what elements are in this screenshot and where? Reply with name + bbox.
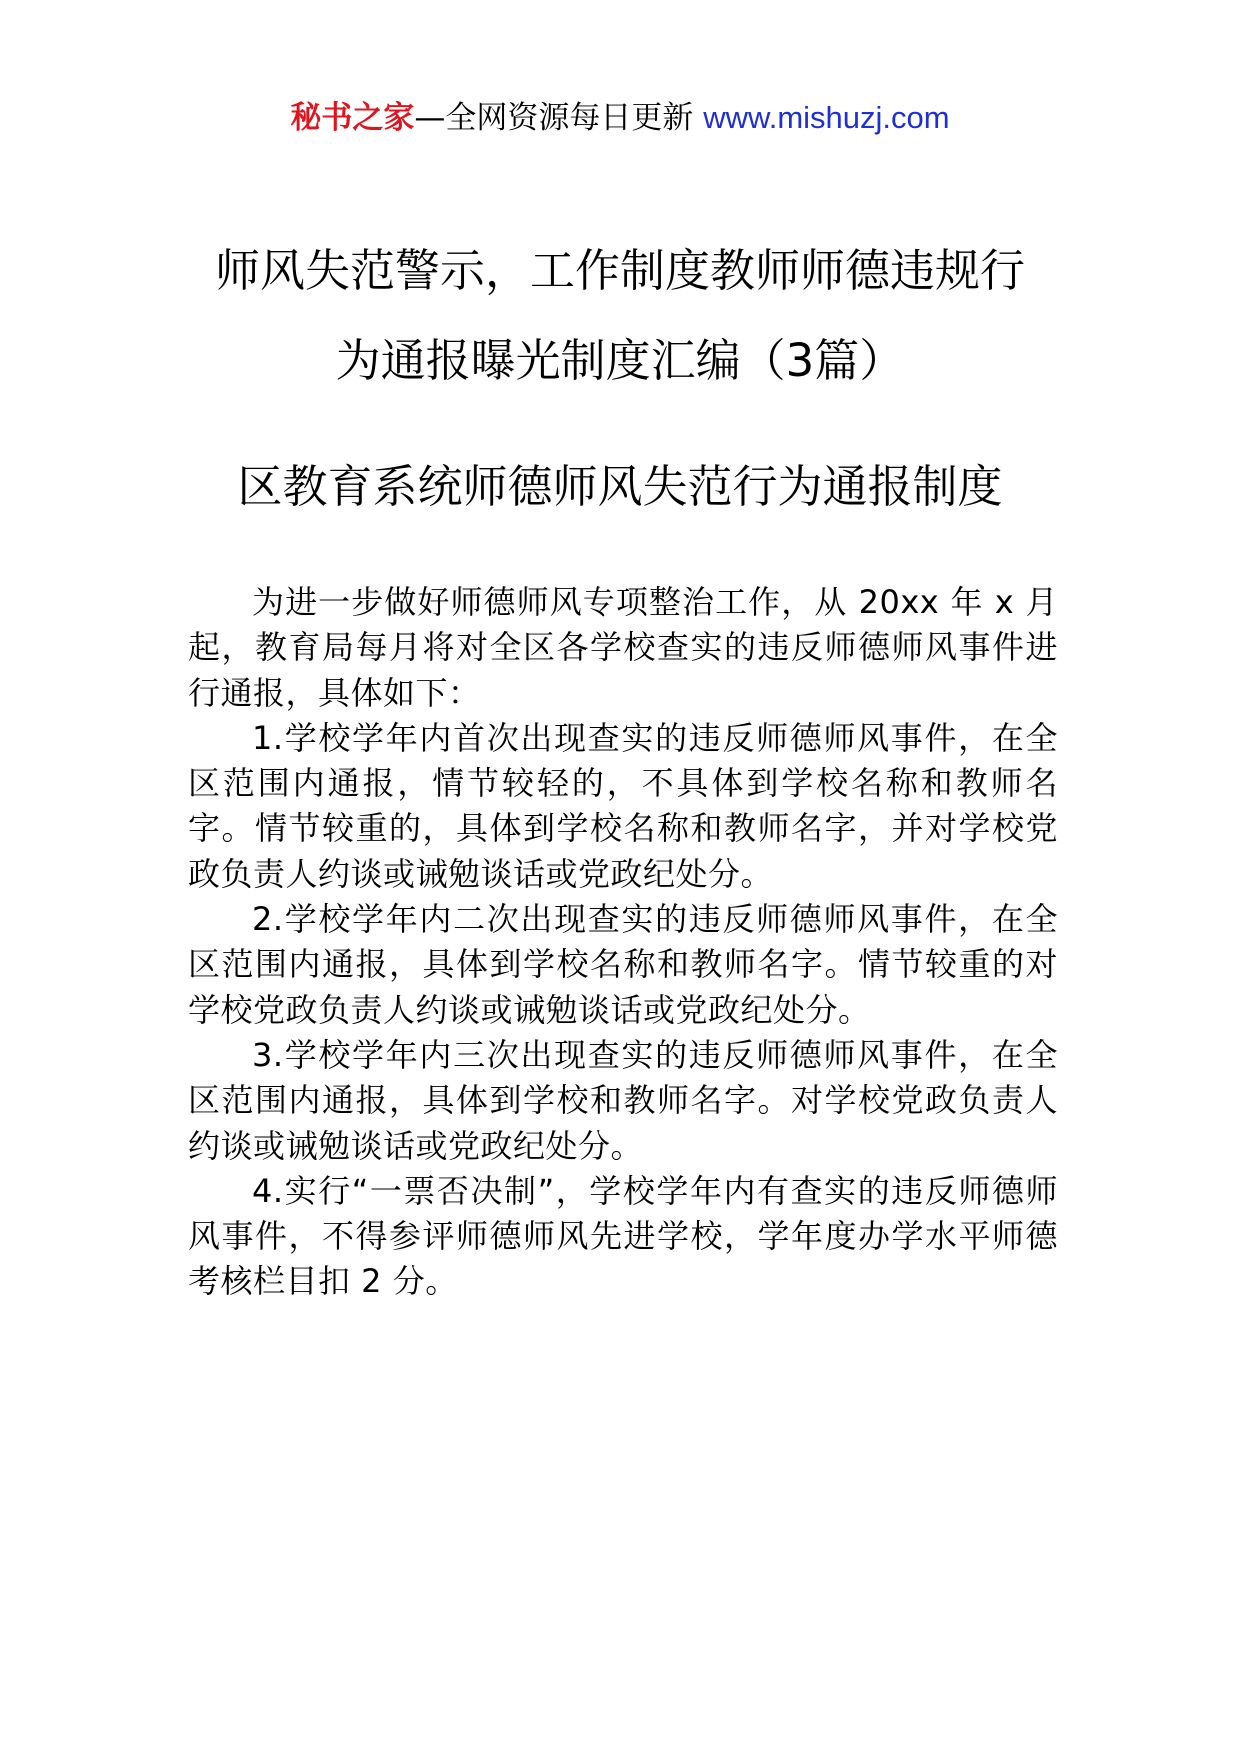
site-header	[0, 98, 1240, 138]
document-title-line-1: 师风失范警示，工作制度教师师德违规行	[214, 244, 1025, 297]
section-title: 区教育系统师德师风失范行为通报制度	[237, 460, 1003, 513]
document-title-line-2: 为通报曝光制度汇编（3篇）	[335, 334, 905, 387]
intro-paragraph: 为进一步做好师德师风专项整治工作，从 20xx 年 x 月起，教育局每月将对全区各学校查实的违反师德师风事件进行通报，具体如下：	[188, 583, 1058, 712]
header-slogan: —全网资源每日更新	[414, 100, 694, 136]
document-body	[188, 580, 1058, 1305]
rule-paragraph-2: 2.学校学年内二次出现查实的违反师德师风事件，在全区范围内通报，具体到学校名称和教师名字。情节较重的对学校党政负责人约谈或诫勉谈话或党政纪处分。	[188, 900, 1058, 1029]
brand-name: 秘书之家	[290, 100, 415, 136]
document-title	[150, 226, 1090, 406]
site-url-link[interactable]: www.mishuzj.com	[703, 100, 950, 135]
rule-paragraph-3: 3.学校学年内三次出现查实的违反师德师风事件，在全区范围内通报，具体到学校和教师名字。对学校党政负责人约谈或诫勉谈话或党政纪处分。	[188, 1035, 1058, 1165]
rule-paragraph-4: 4.实行“一票否决制”，学校学年内有查实的违反师德师风事件，不得参评师德师风先进学校，学年度办学水平师德考核栏目扣 2 分。	[188, 1171, 1058, 1301]
rule-paragraph-1: 1.学校学年内首次出现查实的违反师德师风事件，在全区范围内通报，情节较轻的，不具体到学校名称和教师名字。情节较重的，具体到学校名称和教师名字，并对学校党政负责人约谈或诫勉谈话或党政纪处分。	[188, 718, 1058, 893]
